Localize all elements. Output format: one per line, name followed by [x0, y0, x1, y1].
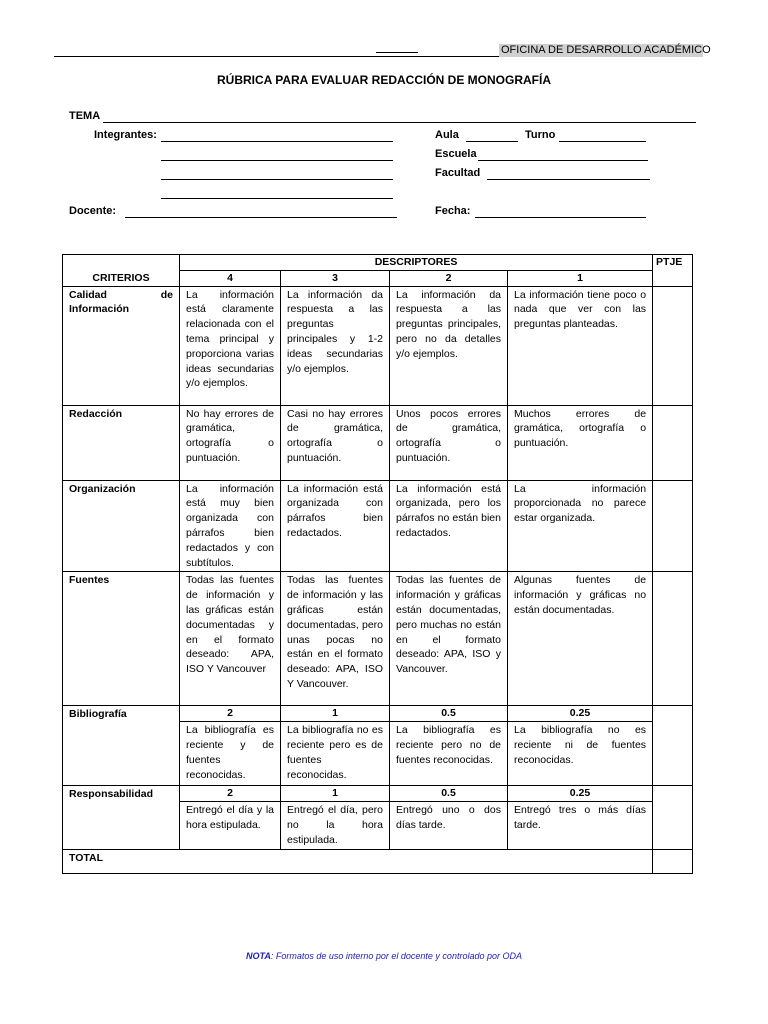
- tema-label: TEMA: [69, 110, 101, 122]
- integrantes-label: Integrantes:: [94, 129, 157, 141]
- facultad-line[interactable]: [487, 179, 650, 180]
- note-text: : Formatos de uso interno por el docente y controlado por ODA: [270, 951, 522, 961]
- score-cell[interactable]: [653, 706, 693, 786]
- descriptor-cell: La bibliografía es reciente y de fuentes reconocidas.: [180, 722, 281, 786]
- descriptor-cell: La bibliografía no es reciente ni de fuentes reconocidas.: [508, 722, 653, 786]
- criterion-cell: Fuentes: [63, 572, 180, 706]
- descriptor-cell: La información proporcionada no parece estar organizada.: [508, 480, 653, 572]
- descriptor-cell: Muchos errores de gramática, ortografía o puntuación.: [508, 405, 653, 480]
- criterion-cell: Redacción: [63, 405, 180, 480]
- score-value: 1: [281, 706, 390, 722]
- header-rule-mark: [376, 52, 418, 53]
- descriptor-cell: Todas las fuentes de información y las gráficas están documentadas y en el formato deseado: APA, ISO Y Vancouver: [180, 572, 281, 706]
- footer-note: [0, 951, 768, 961]
- score-value: 1: [281, 786, 390, 802]
- level-header: 3: [281, 270, 390, 286]
- score-cell[interactable]: [653, 286, 693, 405]
- table-row: [63, 480, 693, 572]
- level-header: 2: [390, 270, 508, 286]
- integrantes-line-2[interactable]: [161, 160, 393, 161]
- docente-line[interactable]: [125, 217, 397, 218]
- note-label: NOTA: [246, 951, 271, 961]
- descriptor-cell: La información da respuesta a las preguntas principales, pero no da detalles y/o ejemplos.: [390, 286, 508, 405]
- fecha-label: Fecha:: [435, 205, 471, 217]
- fecha-line[interactable]: [475, 217, 646, 218]
- table-row: [63, 286, 693, 405]
- tema-line[interactable]: [103, 122, 696, 123]
- descriptor-cell: La información da respuesta a las preguntas principales y 1-2 ideas secundarias y/o ejemplos.: [281, 286, 390, 405]
- escuela-line[interactable]: [478, 160, 648, 161]
- table-header-row: [63, 255, 693, 271]
- descriptor-cell: La bibliografía no es reciente pero es de fuentes reconocidas.: [281, 722, 390, 786]
- responsabilidad-score-row: [63, 786, 693, 802]
- descriptor-cell: La información está claramente relacionada con el tema principal y proporciona varias ideas secundarias y/o ejemplos.: [180, 286, 281, 405]
- integrantes-line-3[interactable]: [161, 179, 393, 180]
- table-row: [63, 405, 693, 480]
- total-label: TOTAL: [63, 849, 653, 873]
- score-cell[interactable]: [653, 405, 693, 480]
- total-score-cell[interactable]: [653, 849, 693, 873]
- descriptor-cell: Entregó uno o dos días tarde.: [390, 801, 508, 849]
- descriptor-cell: Entregó el día y la hora estipulada.: [180, 801, 281, 849]
- score-value: 2: [180, 786, 281, 802]
- score-cell[interactable]: [653, 572, 693, 706]
- score-value: 0.25: [508, 706, 653, 722]
- turno-line[interactable]: [559, 141, 646, 142]
- descriptor-cell: La información tiene poco o nada que ver con las preguntas planteadas.: [508, 286, 653, 405]
- office-label: OFICINA DE DESARROLLO ACADÉMICO: [501, 44, 711, 56]
- descriptor-cell: Entregó tres o más días tarde.: [508, 801, 653, 849]
- descriptor-cell: Entregó el día, pero no la hora estipulada.: [281, 801, 390, 849]
- integrantes-line-4[interactable]: [161, 198, 393, 199]
- level-header: 1: [508, 270, 653, 286]
- criterion-cell: Responsabilidad: [63, 786, 180, 850]
- descriptor-cell: Unos pocos errores de gramática, ortografía o puntuación.: [390, 405, 508, 480]
- descriptor-cell: La información está muy bien organizada con párrafos bien redactados y con subtítulos.: [180, 480, 281, 572]
- escuela-label: Escuela: [435, 148, 477, 160]
- aula-label: Aula: [435, 129, 459, 141]
- descriptores-header: DESCRIPTORES: [180, 255, 653, 271]
- descriptor-cell: Todas las fuentes de información y gráficas están documentadas, pero muchas no están en el formato deseado: APA, ISO y Vancouver.: [390, 572, 508, 706]
- facultad-label: Facultad: [435, 167, 481, 179]
- table-row: [63, 572, 693, 706]
- descriptor-cell: Casi no hay errores de gramática, ortografía o puntuación.: [281, 405, 390, 480]
- descriptor-cell: No hay errores de gramática, ortografía o puntuación.: [180, 405, 281, 480]
- criterion-cell: Bibliografía: [63, 706, 180, 786]
- docente-label: Docente:: [69, 205, 117, 217]
- score-cell[interactable]: [653, 480, 693, 572]
- criterion-cell: Organización: [63, 480, 180, 572]
- turno-label: Turno: [525, 129, 556, 141]
- score-value: 0.5: [390, 786, 508, 802]
- descriptor-cell: Algunas fuentes de información y gráficas no están documentadas.: [508, 572, 653, 706]
- document-title: RÚBRICA PARA EVALUAR REDACCIÓN DE MONOGRAFÍA: [217, 73, 551, 87]
- score-cell[interactable]: [653, 786, 693, 850]
- level-header: 4: [180, 270, 281, 286]
- total-row: [63, 849, 693, 873]
- bibliografia-score-row: [63, 706, 693, 722]
- score-value: 0.5: [390, 706, 508, 722]
- descriptor-cell: Todas las fuentes de información y las gráficas están documentadas, pero unas pocas no están en el formato deseado: APA, ISO Y Vancouver.: [281, 572, 390, 706]
- criterion-cell: Calidad de Información: [63, 286, 180, 405]
- score-value: 2: [180, 706, 281, 722]
- criterios-header: CRITERIOS: [63, 255, 180, 287]
- ptje-header: PTJE: [653, 255, 693, 287]
- score-value: 0.25: [508, 786, 653, 802]
- rubric-table: [62, 254, 693, 874]
- descriptor-cell: La información está organizada, pero los párrafos no están bien redactados.: [390, 480, 508, 572]
- descriptor-cell: La información está organizada con párrafos bien redactados.: [281, 480, 390, 572]
- integrantes-line-1[interactable]: [161, 141, 393, 142]
- descriptor-cell: La bibliografía es reciente pero no de fuentes reconocidas.: [390, 722, 508, 786]
- aula-line[interactable]: [466, 141, 518, 142]
